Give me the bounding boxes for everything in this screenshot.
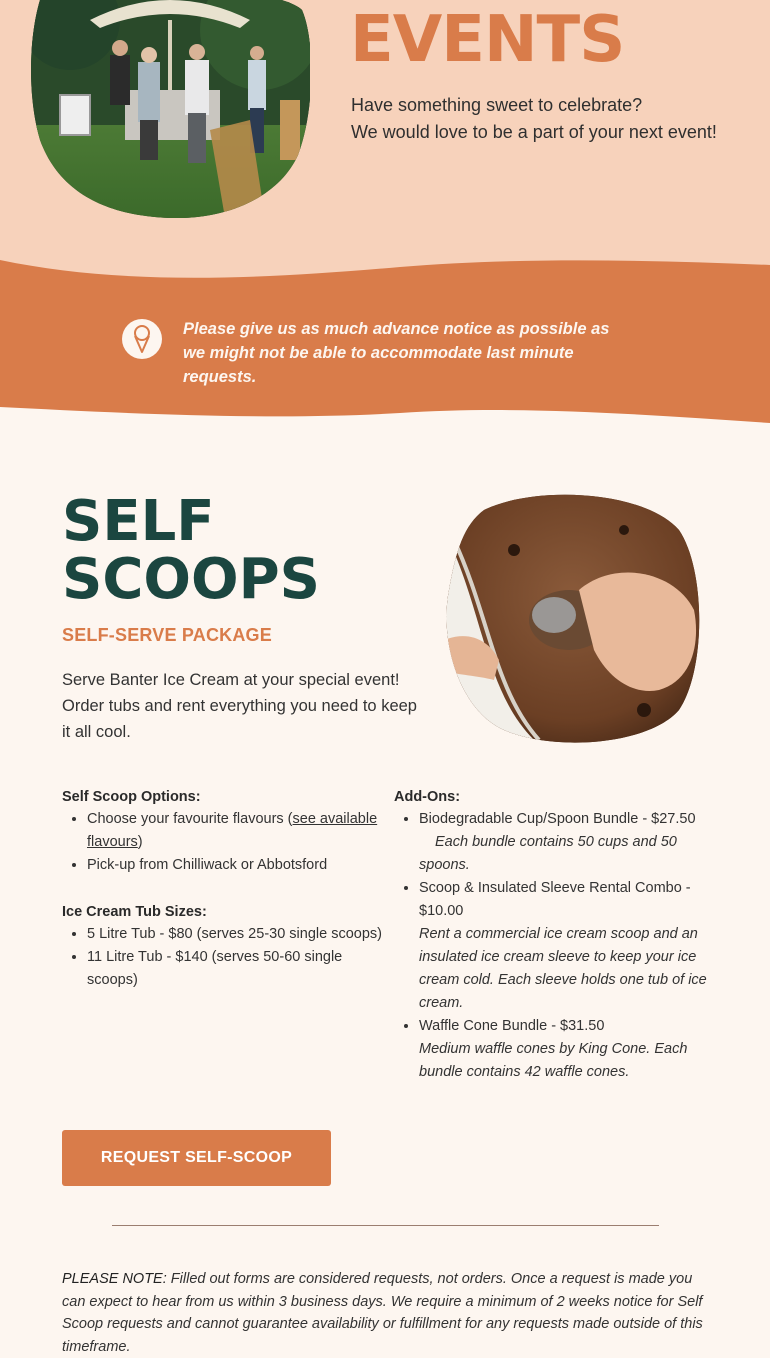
options-list [62,808,382,877]
list-item: • 5 Litre Tub - $80 (serves 25-30 single scoops) [87,923,382,946]
self-serve-package-subtitle: SELF-SERVE PACKAGE [62,625,272,645]
list-item [419,1015,709,1084]
list-item [419,808,709,877]
list-item: • Pick-up from Chilliwack or Abbotsford [87,854,382,877]
please-note-label: PLEASE NOTE: [62,1271,167,1287]
events-tagline-1: Have something sweet to celebrate? [351,95,643,115]
tub-sizes-list [62,923,382,992]
tub-sizes [62,901,382,992]
events-photo [30,0,310,218]
addon-item3-note: Medium waffle cones by King Cone. Each bundle contains 42 waffle cones. [419,1041,688,1080]
tub-sizes-heading: Ice Cream Tub Sizes: [62,904,207,920]
self-scoops-title-line1: SELF [62,489,215,554]
list-item: • 11 Litre Tub - $140 (serves 50-60 single scoops) [87,946,382,992]
add-ons-list [394,808,709,1084]
addon-item2-note: Rent a commercial ice cream scoop and an insulated ice cream sleeve to keep your ice cream cold. Each sleeve holds one tub of ice cream. [419,926,707,1011]
options-item1-prefix: Choose your favourite flavours ( [87,811,293,827]
events-tagline-2: We would love to be a part of your next event! [351,122,717,142]
options-heading: Self Scoop Options: [62,789,201,805]
request-self-scoop-button[interactable]: REQUEST SELF-SCOOP [62,1130,331,1186]
divider [112,1225,659,1226]
self-scoops-intro: Serve Banter Ice Cream at your special event! Order tubs and rent everything you need to keep it all cool. [62,671,417,741]
events-title: EVENTS [350,3,625,77]
please-note [62,1268,707,1358]
list-item [419,877,709,1015]
ice-cream-cone-icon [122,319,162,359]
self-scoops-title [62,489,321,612]
options-item1-suffix: ) [137,834,143,850]
self-scoop-options [62,786,382,877]
self-scoops-title-line2: SCOOPS [62,547,321,612]
list-item [87,808,382,854]
add-ons-heading: Add-Ons: [394,789,461,805]
addon-item2-label: Scoop & Insulated Sleeve Rental Combo - $10.00 [419,880,691,919]
addon-item1-label: Biodegradable Cup/Spoon Bundle - $27.50 [419,811,696,827]
advance-notice-text: Please give us as much advance notice as possible as we might not be able to accommodate last minute requests. [183,320,610,386]
ice-cream-scoop-photo [444,490,700,746]
addon-item1-note: Each bundle contains 50 cups and 50 spoons. [419,834,677,873]
see-available-flavours-link[interactable]: see available flavours [87,811,378,850]
please-note-text: Filled out forms are considered requests, not orders. Once a request is made you can expect to hear from us within 3 business days. We require a minimum of 2 weeks notice for Self Scoop requests and cannot guarantee availability or fulfillment for any requests made outside of this timeframe. [62,1271,703,1355]
addon-item3-label: Waffle Cone Bundle - $31.50 [419,1018,605,1034]
add-ons [394,786,709,1084]
